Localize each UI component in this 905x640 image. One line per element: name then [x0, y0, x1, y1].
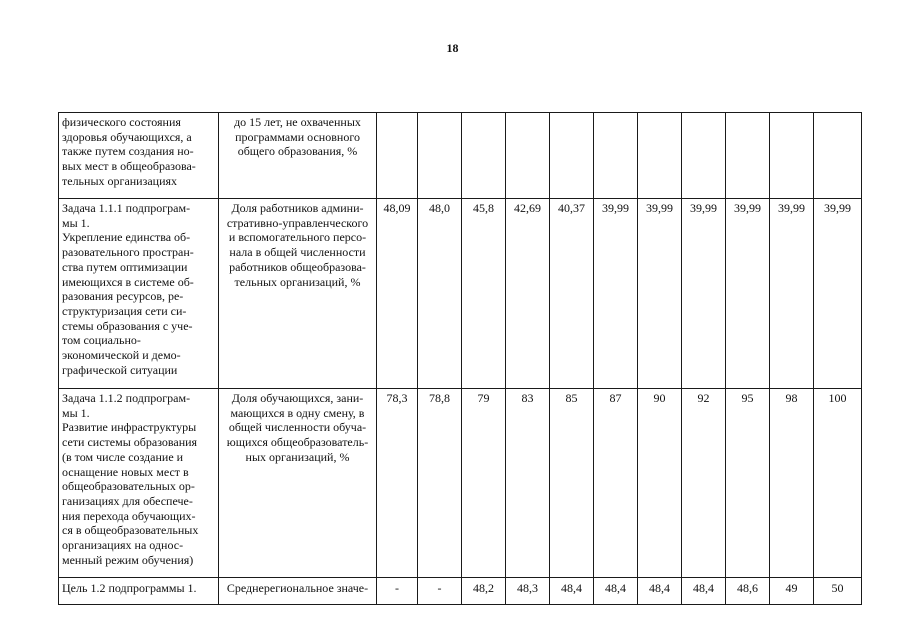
value-cell: 48,2 [462, 578, 506, 605]
value-cell: 40,37 [550, 199, 594, 389]
value-cell: 90 [638, 389, 682, 578]
value-cell: 48,4 [682, 578, 726, 605]
value-cell [418, 113, 462, 199]
value-cell [506, 113, 550, 199]
value-cell: 50 [814, 578, 862, 605]
goal-cell: Задача 1.1.2 подпрограм- мы 1. Развитие инфраструктуры сети системы образования (в том числе создание и оснащение новых мест в общеобразовательных ор- ганизациях для обеспече- ния перехода обучающих- ся в общеобразовательных организациях на однос- менный режим обучения) [59, 389, 219, 578]
value-cell: 79 [462, 389, 506, 578]
table-row [59, 113, 862, 199]
value-cell [726, 113, 770, 199]
value-cell: 83 [506, 389, 550, 578]
value-cell: 98 [770, 389, 814, 578]
value-cell: 48,3 [506, 578, 550, 605]
value-cell [682, 113, 726, 199]
page-number: 18 [446, 41, 459, 55]
value-cell: 42,69 [506, 199, 550, 389]
value-cell: 48,4 [638, 578, 682, 605]
value-cell: 78,3 [377, 389, 418, 578]
value-cell: - [418, 578, 462, 605]
table-row [59, 578, 862, 605]
value-cell: 48,4 [594, 578, 638, 605]
value-cell: 39,99 [726, 199, 770, 389]
value-cell: 39,99 [594, 199, 638, 389]
value-cell [638, 113, 682, 199]
value-cell: 48,0 [418, 199, 462, 389]
goal-cell: Цель 1.2 подпрограммы 1. [59, 578, 219, 605]
table-row [59, 199, 862, 389]
value-cell: 85 [550, 389, 594, 578]
value-cell: 39,99 [638, 199, 682, 389]
value-cell: 39,99 [814, 199, 862, 389]
value-cell [594, 113, 638, 199]
indicator-cell: Доля обучающихся, зани- мающихся в одну смену, в общей численности обуча- ющихся общеобразователь- ных организаций, % [219, 389, 377, 578]
value-cell: 100 [814, 389, 862, 578]
table-row [59, 389, 862, 578]
value-cell: 48,4 [550, 578, 594, 605]
indicator-cell: до 15 лет, не охваченных программами основного общего образования, % [219, 113, 377, 199]
value-cell: 39,99 [770, 199, 814, 389]
value-cell [377, 113, 418, 199]
goal-cell: физического состояния здоровья обучающихся, а также путем создания но- вых мест в общеобразова- тельных организациях [59, 113, 219, 199]
value-cell [550, 113, 594, 199]
value-cell: 48,09 [377, 199, 418, 389]
value-cell: 45,8 [462, 199, 506, 389]
value-cell: 49 [770, 578, 814, 605]
goal-cell: Задача 1.1.1 подпрограм- мы 1. Укрепление единства об- разовательного простран- ства путем оптимизации имеющихся в системе об- разования ресурсов, ре- структуризация сети си- стемы образования с уче- том социально- экономической и демо- графической ситуации [59, 199, 219, 389]
value-cell [814, 113, 862, 199]
indicator-cell: Доля работников админи- стративно-управленческого и вспомогательного персо- нала в общей численности работников общеобразова- тельных организаций, % [219, 199, 377, 389]
value-cell: 78,8 [418, 389, 462, 578]
value-cell: 95 [726, 389, 770, 578]
value-cell: 92 [682, 389, 726, 578]
indicators-table [58, 112, 862, 605]
value-cell: 39,99 [682, 199, 726, 389]
indicator-cell: Среднерегиональное значе- [219, 578, 377, 605]
value-cell [462, 113, 506, 199]
value-cell: 87 [594, 389, 638, 578]
value-cell: 48,6 [726, 578, 770, 605]
value-cell [770, 113, 814, 199]
value-cell: - [377, 578, 418, 605]
